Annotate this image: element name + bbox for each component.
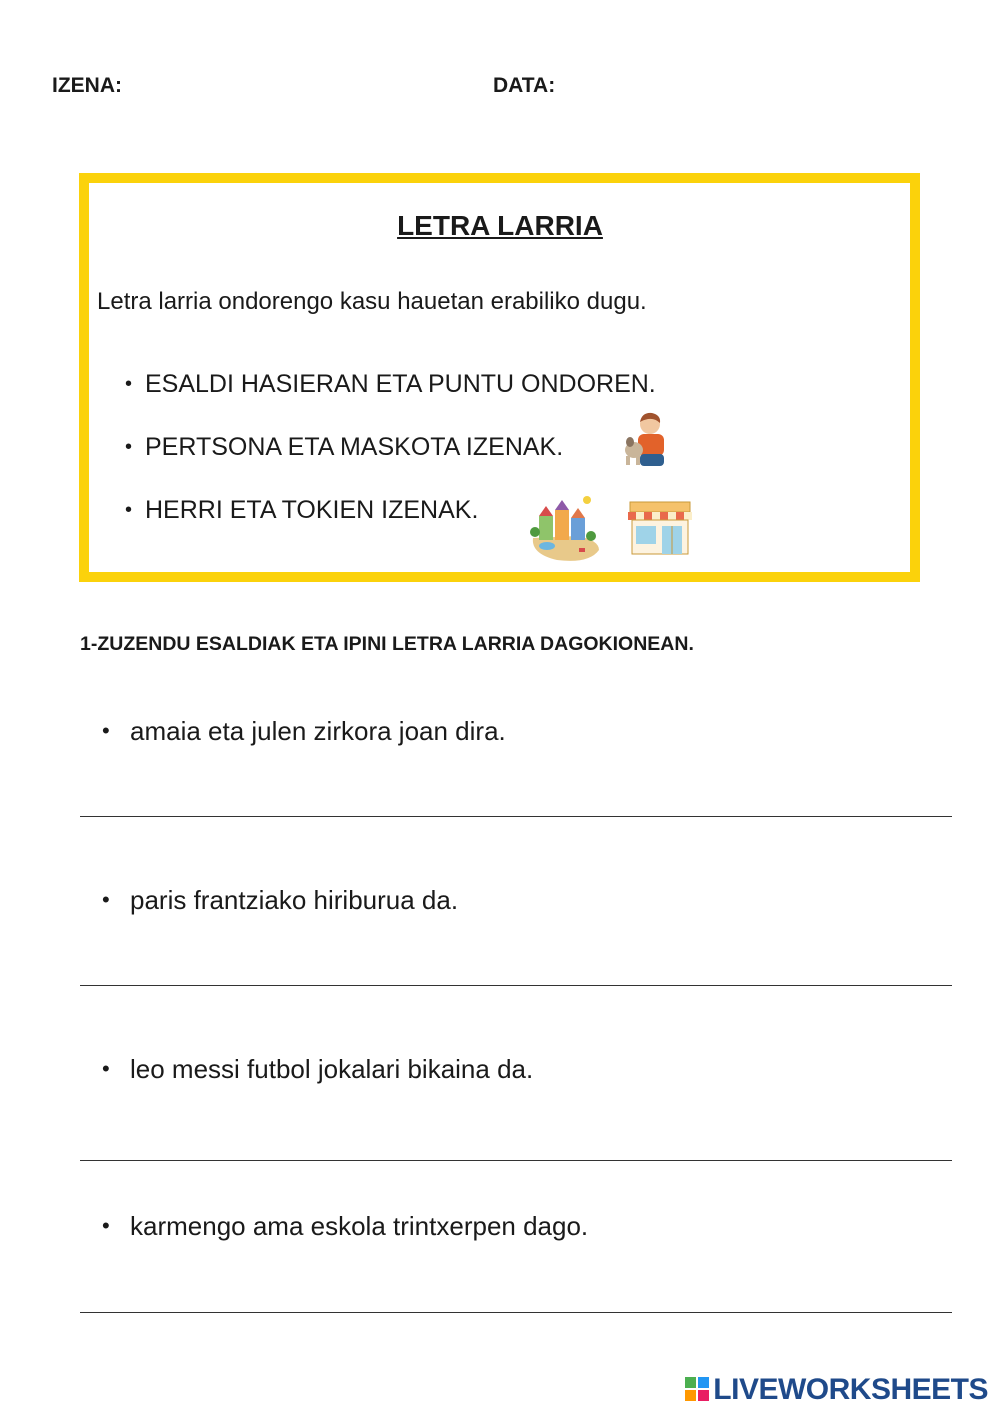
exercise-title: 1-ZUZENDU ESALDIAK ETA IPINI LETRA LARRIA DAGOKIONEAN. [80, 633, 694, 655]
answer-line [80, 1312, 952, 1313]
info-intro: Letra larria ondorengo kasu hauetan erabiliko dugu. [97, 288, 647, 315]
town-icon [527, 490, 603, 566]
answer-line [80, 816, 952, 817]
answer-line [80, 985, 952, 986]
answer-input[interactable] [80, 1123, 956, 1161]
answer-input[interactable] [80, 948, 956, 986]
answer-input[interactable] [80, 1275, 956, 1313]
sentence-item: • amaia eta julen zirkora joan dira. [102, 716, 506, 746]
liveworksheets-logo: LIVEWORKSHEETS [685, 1373, 988, 1407]
answer-input[interactable] [80, 779, 956, 817]
rule-item: • ESALDI HASIERAN ETA PUNTU ONDOREN. [125, 370, 656, 398]
liveworksheets-logo-icon [685, 1377, 709, 1401]
date-label: DATA: [493, 74, 556, 97]
sentence-item: • leo messi futbol jokalari bikaina da. [102, 1054, 534, 1084]
rule-item: • PERTSONA ETA MASKOTA IZENAK. [125, 433, 564, 461]
answer-line [80, 1160, 952, 1161]
boy-with-dog-icon [622, 410, 672, 470]
name-label: IZENA: [52, 74, 122, 97]
info-title: LETRA LARRIA [397, 210, 603, 241]
sentence-item: • paris frantziako hiriburua da. [102, 885, 459, 915]
rule-item: • HERRI ETA TOKIEN IZENAK. [125, 496, 479, 524]
shop-icon [626, 498, 694, 556]
sentence-item: • karmengo ama eskola trintxerpen dago. [102, 1211, 589, 1241]
